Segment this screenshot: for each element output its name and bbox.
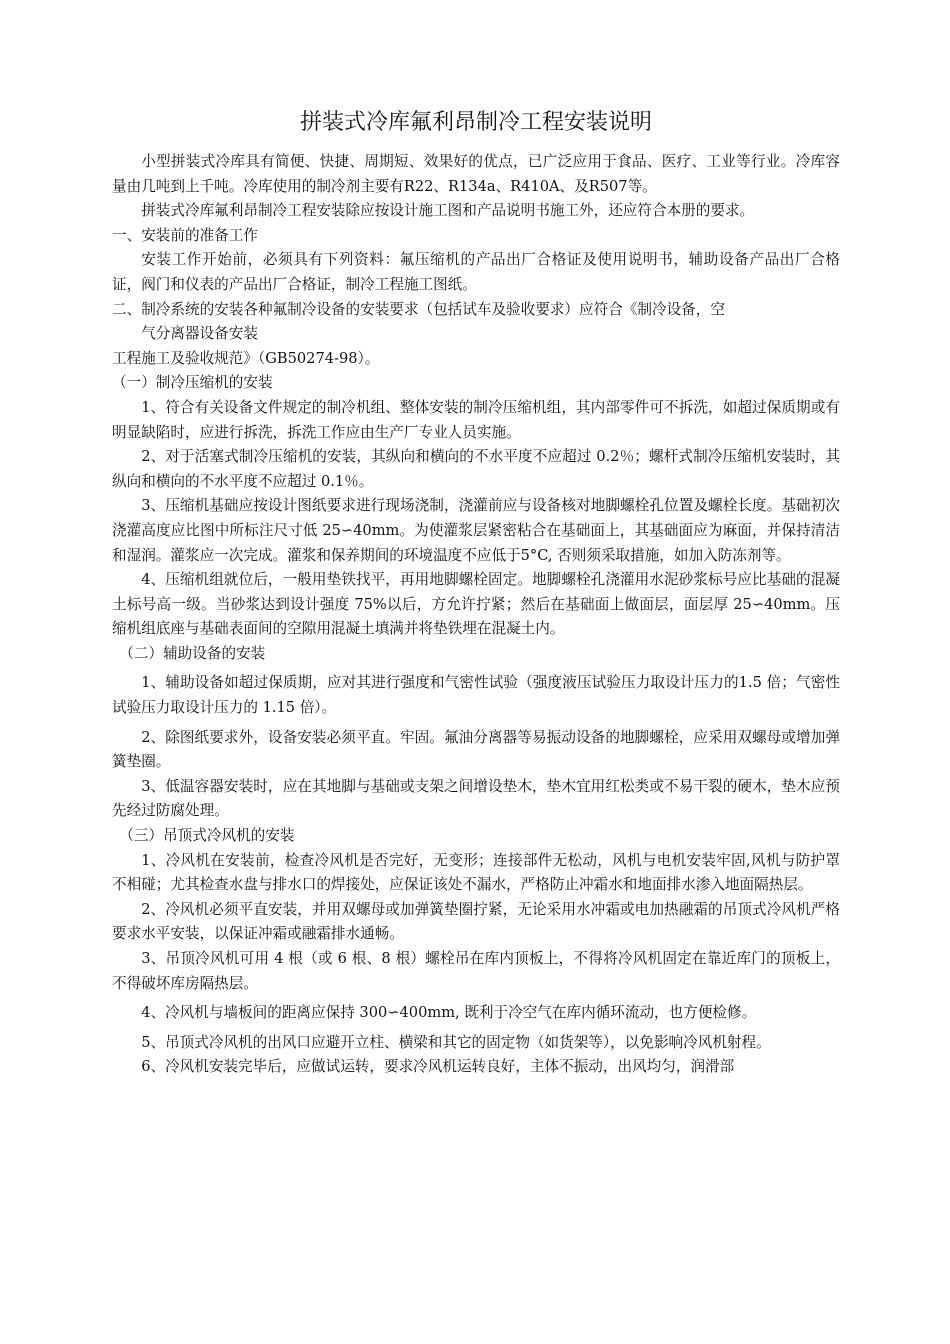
subsection-2-item-1: 1、辅助设备如超过保质期，应对其进行强度和气密性试验（强度液压试验压力取设计压力的1.5 倍；气密性试验压力取设计压力的 1.15 倍）。 bbox=[112, 674, 840, 717]
subsection-2-heading: （二）辅助设备的安装 bbox=[119, 644, 266, 662]
subsection-3-item-6: 6、冷风机安装完毕后，应做试运转，要求冷风机运转良好，主体不振动，出风均匀，润滑部 bbox=[141, 1058, 735, 1076]
subsection-3-item-5: 5、吊顶式冷风机的出风口应避开立柱、横梁和其它的固定物（如货架等），以免影响冷风机射程。 bbox=[141, 1033, 771, 1051]
subsection-1-item-1: 1、符合有关设备文件规定的制冷机组、整体安装的制冷压缩机组，其内部零件可不拆洗，如超过保质期或有明显缺陷时，应进行拆洗，拆洗工作应由生产厂专业人员实施。 bbox=[112, 398, 840, 441]
subsection-3-item-4: 4、冷风机与墙板间的距离应保持 300∽400mm, 既利于冷空气在库内循环流动，也方便检修。 bbox=[141, 1004, 757, 1022]
subsection-1-heading: （一）制冷压缩机的安装 bbox=[112, 374, 273, 392]
section-1-heading: 一、安装前的准备工作 bbox=[112, 226, 258, 244]
intro-paragraph-1: 小型拼装式冷库具有简便、快捷、周期短、效果好的优点，已广泛应用于食品、医疗、工业等行业。冷库容量由几吨到上千吨。冷库使用的制冷剂主要有R22、R134a、R410A、及R507等。 bbox=[112, 153, 840, 195]
subsection-3-item-2: 2、冷风机必须平直安装，并用双螺母或加弹簧垫圈拧紧，无论采用水冲霜或电加热融霜的吊顶式冷风机严格要求水平安装，以保证冲霜或融霜排水通畅。 bbox=[112, 900, 840, 943]
subsection-1-item-4: 4、压缩机组就位后，一般用垫铁找平，再用地脚螺栓固定。地脚螺栓孔浇灌用水泥砂浆标号应比基础的混凝土标号高一级。当砂浆达到设计强度 75%以后，方允许拧紧；然后在基础面上做面层，面层厚 25∽40mm。压缩机组底座与基础表面间的空隙用混凝土填满并将垫铁埋在混凝土内。 bbox=[112, 571, 840, 638]
subsection-3-item-3: 3、吊顶冷风机可用 4 根（或 6 根、8 根）螺栓吊在库内顶板上，不得将冷风机固定在靠近库门的顶板上，不得破坏库房隔热层。 bbox=[112, 950, 840, 992]
document-title: 拼装式冷库氟利昂制冷工程安装说明 bbox=[299, 110, 652, 135]
subsection-2-item-3: 3、低温容器安装时，应在其地脚与基础或支架之间增设垫木，垫木宜用红松类或不易干裂的硬木，垫木应预先经过防腐处理。 bbox=[112, 777, 840, 820]
subsection-2-item-2: 2、除图纸要求外，设备安装必须平直。牢固。氟油分离器等易振动设备的地脚螺栓，应采用双螺母或增加弹簧垫圈。 bbox=[112, 728, 840, 771]
section-2-heading-tail: 工程施工及验收规范》（GB50274-98）。 bbox=[112, 349, 380, 367]
section-1-paragraph: 安装工作开始前，必须具有下列资料：氟压缩机的产品出厂合格证及使用说明书，辅助设备产品出厂合格证，阀门和仪表的产品出厂合格证，制冷工程施工图纸。 bbox=[112, 251, 840, 293]
section-2-heading-continuation: 气分离器设备安装 bbox=[141, 325, 258, 343]
subsection-3-heading: （三）吊顶式冷风机的安装 bbox=[119, 827, 295, 845]
section-2-heading: 二、制冷系统的安装各种氟制冷设备的安装要求（包括试车及验收要求）应符合《制冷设备，空 bbox=[112, 300, 725, 318]
subsection-1-item-2: 2、对于活塞式制冷压缩机的安装，其纵向和横向的不水平度不应超过 0.2％；螺杆式制冷压缩机安装时，其纵向和横向的不水平度不应超过 0.1％。 bbox=[112, 448, 840, 490]
intro-paragraph-2: 拼装式冷库氟利昂制冷工程安装除应按设计施工图和产品说明书施工外，还应符合本册的要求。 bbox=[141, 202, 755, 220]
subsection-3-item-1: 1、冷风机在安装前，检查冷风机是否完好，无变形；连接部件无松动，风机与电机安装牢固,风机与防护罩不相碰；尤其检查水盘与排水口的焊接处，应保证该处不漏水，严格防止冲霜水和地面排水渗入地面隔热层。 bbox=[112, 851, 840, 894]
document-page bbox=[112, 108, 840, 1080]
subsection-1-item-3: 3、压缩机基础应按设计图纸要求进行现场浇制，浇灌前应与设备核对地脚螺栓孔位置及螺栓长度。基础初次浇灌高度应比图中所标注尺寸低 25∽40mm。为使灌浆层紧密粘合在基础面上，其基础面应为麻面，并保持清洁和湿润。灌浆应一次完成。灌浆和保养期间的环境温度不应低于5°C, 否则须采取措施，如加入防冻剂等。 bbox=[112, 497, 840, 564]
